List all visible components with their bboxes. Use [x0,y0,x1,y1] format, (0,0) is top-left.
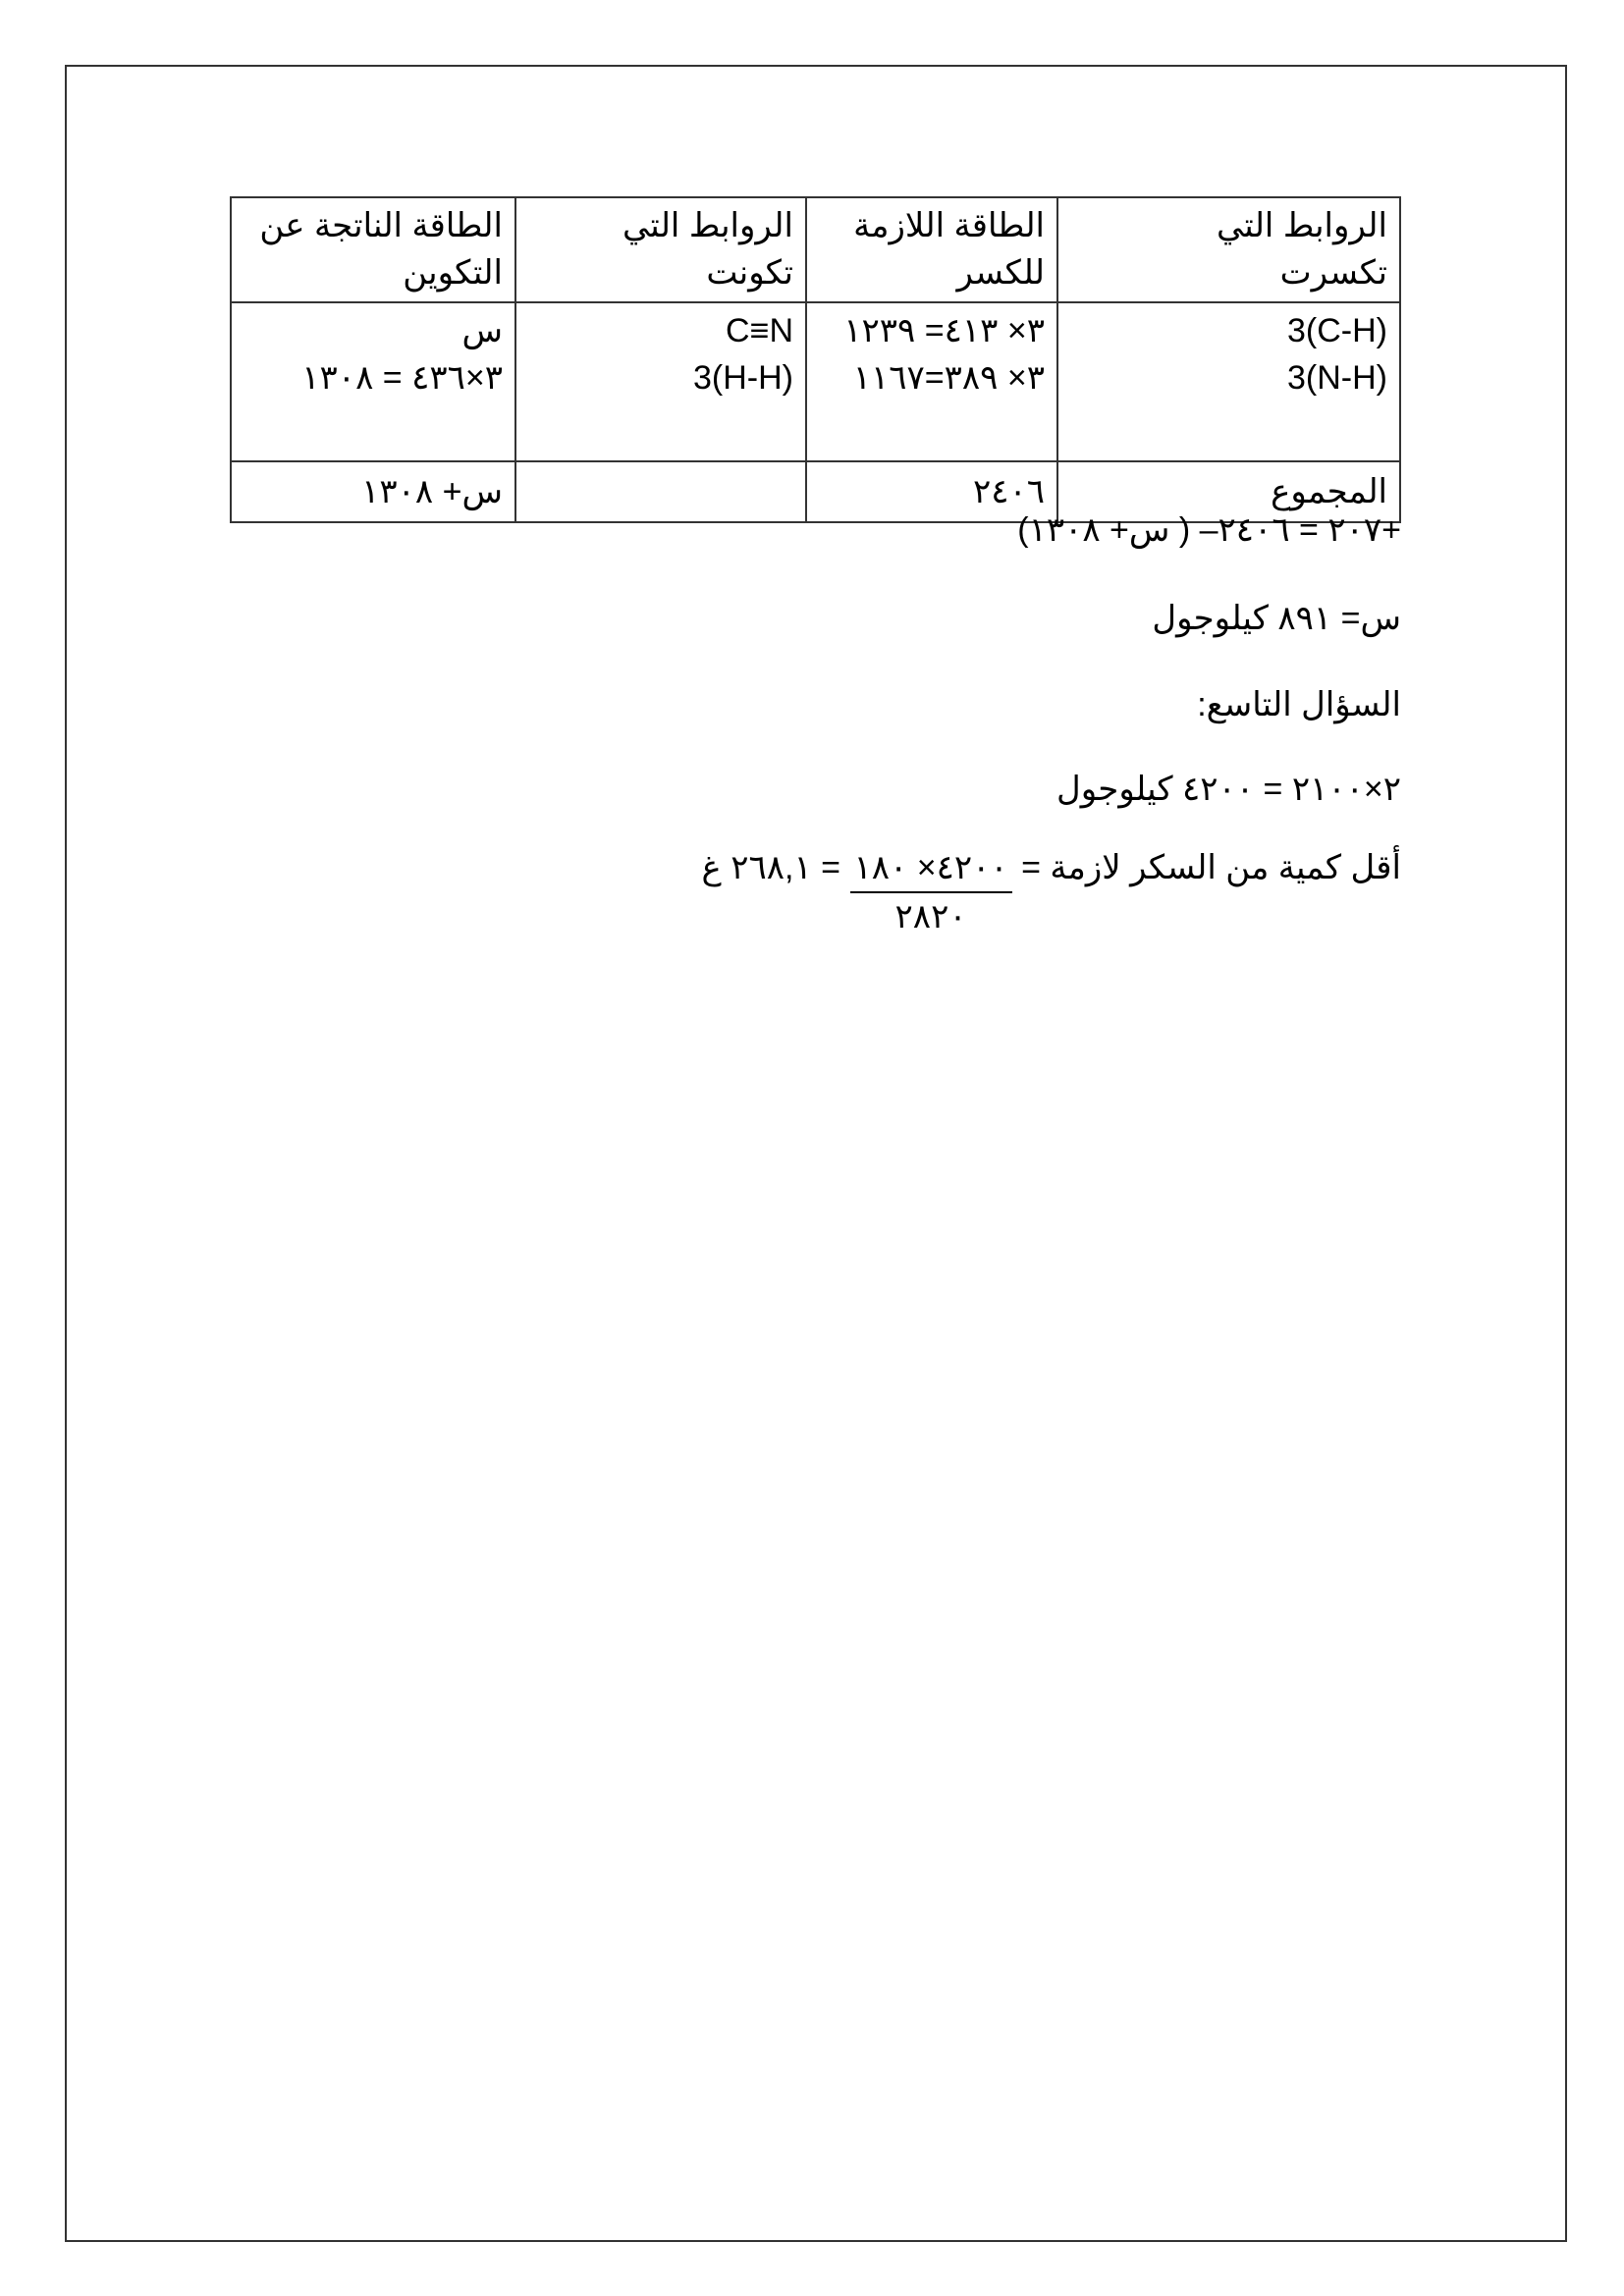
total-formation-energy: س+ ١٣٠٨ [231,461,515,522]
sugar-result: = ٢٦٨,١ غ [701,849,841,886]
cell-break-energy [806,302,1057,461]
sugar-prefix: أقل كمية من السكر لازمة = [1021,849,1401,886]
bond-n-h: 3(N-H) [1287,359,1387,397]
header-broken-bonds: الروابط التي تكسرت [1057,197,1400,302]
cell-formation-energy [231,302,515,461]
formation-energy-x: س [461,312,503,349]
cell-broken-bonds [1057,302,1400,461]
result-x: س= ٨٩١ كيلوجول [1152,600,1401,637]
energy-calculation: ٢×٢١٠٠ = ٤٢٠٠ كيلوجول [1056,771,1401,808]
question-nine-heading: السؤال التاسع: [1197,686,1401,723]
table-row [231,302,1400,461]
enthalpy-equation: +٢٠٧ = ٢٤٠٦– ( س+ ١٣٠٨) [1017,511,1401,549]
header-formation-energy: الطاقة الناتجة عن التكوين [231,197,515,302]
total-break-energy: ٢٤٠٦ [806,461,1057,522]
total-label: المجموع [1057,461,1400,522]
sugar-fraction [850,844,1012,940]
total-formed-bonds [515,461,806,522]
cell-formed-bonds [515,302,806,461]
header-break-energy: الطاقة اللازمة للكسر [806,197,1057,302]
table-header-row [231,197,1400,302]
sugar-calculation [702,844,1402,940]
formation-energy-h-h: ٣×٤٣٦ = ١٣٠٨ [301,359,503,397]
bond-c-h: 3(C-H) [1287,312,1387,349]
break-energy-n-h: ٣× ٣٨٩=١١٦٧ [852,359,1045,397]
fraction-denominator: ٢٨٢٠ [894,898,967,935]
fraction-numerator: ٤٢٠٠× ١٨٠ [850,844,1012,893]
bond-c-triple-n: C≡N [726,312,793,349]
header-formed-bonds: الروابط التي تكونت [515,197,806,302]
break-energy-c-h: ٣× ٤١٣= ١٢٣٩ [843,312,1045,349]
bond-h-h: 3(H-H) [693,359,793,397]
bond-energy-table [230,196,1401,523]
